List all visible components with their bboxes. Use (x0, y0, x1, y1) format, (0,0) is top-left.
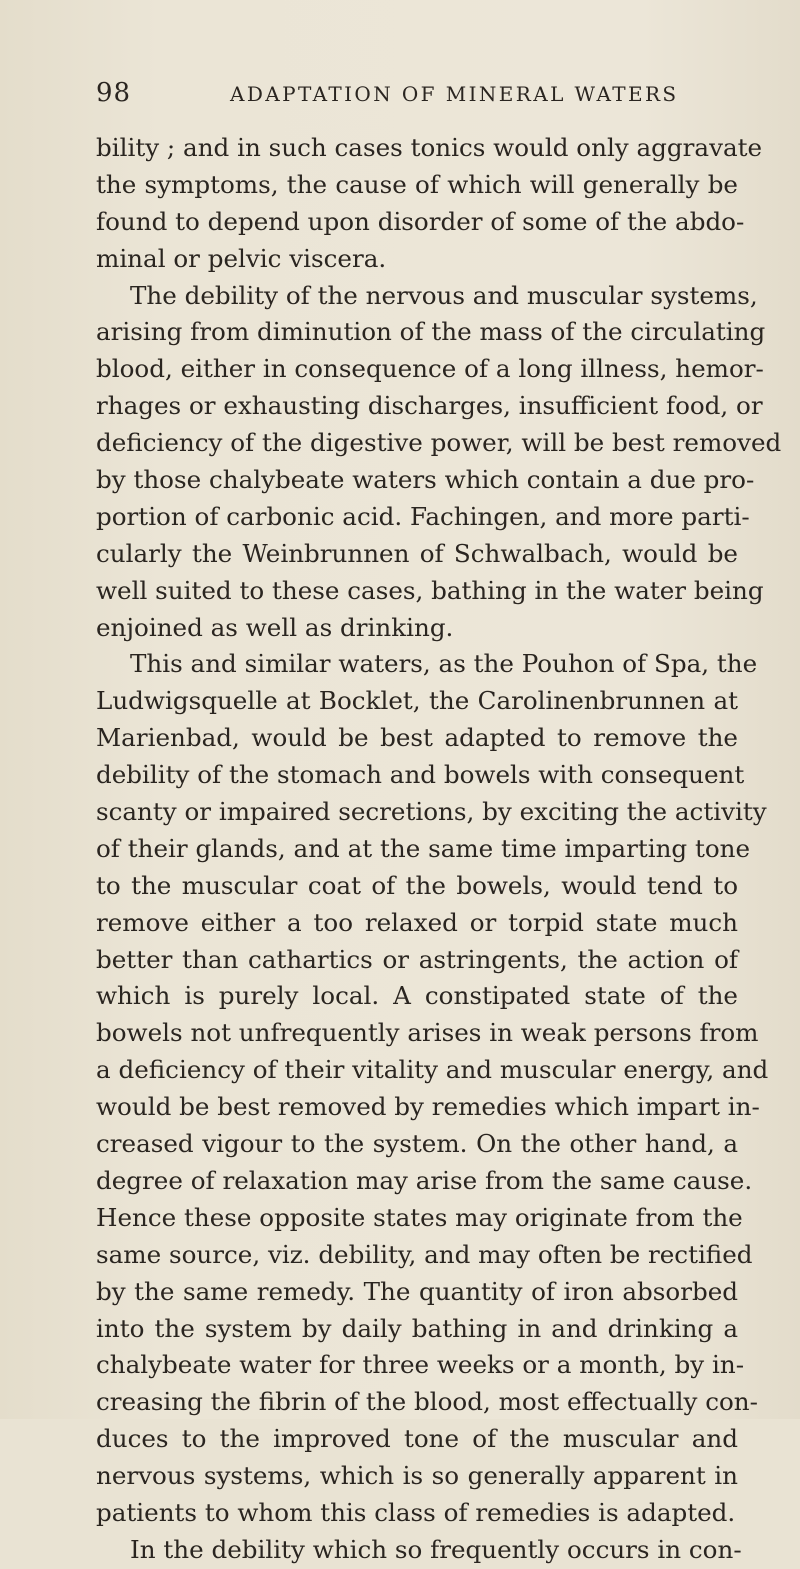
text-line: arising from diminution of the mass of the circulating (96, 317, 766, 347)
text-line: Hence these opposite states may originate from the (96, 1202, 743, 1232)
paragraph-start-line: In the debility which so frequently occurs in con- (130, 1534, 742, 1564)
text-line: scanty or impaired secretions, by exciting the activity (96, 797, 767, 827)
page-number: 98 (96, 78, 132, 108)
paragraph-start-line: This and similar waters, as the Pouhon of Spa, the (130, 649, 758, 679)
text-line: duces to the improved tone of the muscular and (96, 1424, 738, 1454)
text-line: creasing the fibrin of the blood, most effectually con- (96, 1387, 758, 1417)
text-line: portion of carbonic acid. Fachingen, and more parti- (96, 501, 750, 531)
text-line: of their glands, and at the same time imparting tone (96, 833, 751, 863)
text-line: by the same remedy. The quantity of iron absorbed (96, 1276, 738, 1306)
running-title: ADAPTATION OF MINERAL WATERS (230, 82, 679, 106)
text-line: found to depend upon disorder of some of the abdo- (96, 206, 745, 236)
text-line: rhages or exhausting discharges, insufficient food, or (96, 391, 763, 421)
text-line: well suited to these cases, bathing in the water being (96, 575, 764, 605)
text-line: which is purely local. A constipated state of the (96, 981, 738, 1011)
text-line: to the muscular coat of the bowels, would tend to (96, 870, 738, 900)
text-line: patients to whom this class of remedies is adapted. (96, 1497, 736, 1527)
text-line: a deficiency of their vitality and muscular energy, and (96, 1055, 769, 1085)
running-head (96, 78, 736, 118)
text-line: minal or pelvic viscera. (96, 243, 387, 273)
text-line: nervous systems, which is so generally apparent in (96, 1461, 738, 1491)
text-line: by those chalybeate waters which contain a due pro- (96, 465, 755, 495)
text-line: remove either a too relaxed or torpid state much (96, 907, 738, 937)
text-line: degree of relaxation may arise from the same cause. (96, 1165, 753, 1195)
text-line: the symptoms, the cause of which will generally be (96, 169, 738, 199)
text-line: enjoined as well as drinking. (96, 612, 454, 642)
text-line: would be best removed by remedies which impart in- (96, 1092, 760, 1122)
body-text (96, 130, 782, 1569)
text-line: creased vigour to the system. On the other hand, a (96, 1129, 738, 1159)
text-line: better than cathartics or astringents, the action of (96, 944, 738, 974)
text-line: bility ; and in such cases tonics would only aggravate (96, 133, 763, 162)
text-line: Ludwigsquelle at Bocklet, the Carolinenbrunnen at (96, 686, 738, 716)
text-line: deficiency of the digestive power, will be best removed (96, 428, 782, 458)
text-line: Marienbad, would be best adapted to remove the (96, 723, 738, 753)
text-line: debility of the stomach and bowels with consequent (96, 760, 745, 790)
text-line: blood, either in consequence of a long illness, hemor- (96, 354, 764, 384)
text-line: cularly the Weinbrunnen of Schwalbach, would be (96, 538, 738, 568)
paragraph-start-line: The debility of the nervous and muscular systems, (130, 280, 758, 310)
text-line: chalybeate water for three weeks or a month, by in- (96, 1350, 745, 1380)
text-line: same source, viz. debility, and may often be rectified (96, 1239, 753, 1269)
text-line: bowels not unfrequently arises in weak persons from (96, 1018, 759, 1048)
text-line: into the system by daily bathing in and drinking a (96, 1313, 738, 1343)
